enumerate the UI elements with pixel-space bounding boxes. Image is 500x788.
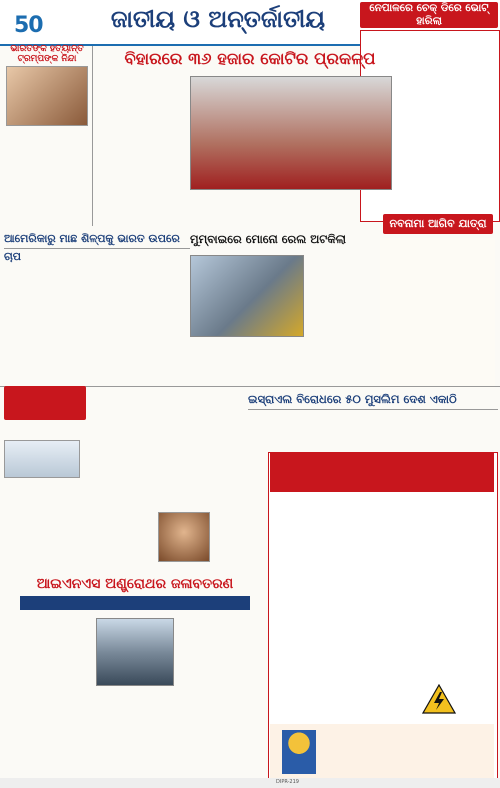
mumbai-body (190, 338, 378, 386)
advert-headline (270, 452, 494, 492)
sudha-murty-photo (158, 512, 210, 562)
chen-headline (86, 430, 246, 456)
ins-body (4, 614, 94, 774)
bihar-photo (190, 76, 392, 190)
anniversary-number: 50 (14, 13, 43, 38)
america-body (4, 252, 188, 382)
left-red-headline (4, 386, 86, 420)
right-top-headline: ନେପାଳରେ ଚେକ୍ ଡିରେ ଭୋଟ୍ ହାରିଲା (360, 2, 498, 28)
column-divider (92, 46, 93, 226)
america-headline: ଆମେରିକାରୁ ମାଛ ଶିଳ୍ପକୁ ଭାରତ ଉପରେ ଚାପ (4, 230, 190, 249)
bottom-bar (0, 778, 500, 788)
air-headline (10, 425, 80, 439)
advert-footer-text (320, 730, 490, 774)
ins-headline: ଆଇଏନଏସ ଅଣ୍ଡ୍ରୋଥର ଜଳାବତରଣ (36, 576, 234, 592)
mumbai-body-side (304, 255, 378, 335)
middle-top-body (88, 390, 164, 428)
dipr-code-left: DIPR-219 (276, 779, 299, 785)
navakama-body (380, 238, 495, 388)
section-title: ଜାତୀୟ ଓ ଅନ୍ତର୍ଜାତୀୟ (110, 5, 326, 33)
trump-photo (6, 66, 88, 126)
airplane-photo (4, 440, 80, 478)
ins-subheadline (20, 596, 250, 610)
islamic-headline: ଇସ୍ରାଏଲ ବିରୋଧରେ ୫୦ ମୁସଲିମ ଦେଶ ଏକାଠି (248, 389, 498, 410)
islamic-body (250, 412, 496, 450)
mumbai-headline: ମୁମ୍ବାଇରେ ମୋନୋ ରେଲ ଅଟକିଲା (190, 232, 346, 246)
chen-body (88, 458, 158, 568)
lightning-icon (422, 684, 456, 714)
advert-list (278, 494, 492, 724)
bihar-body (96, 76, 186, 226)
left-top-headline: ଭାରତଙ୍କ ହତ୍ୟାନ୍ତ ଟ୍ରମ୍ପଙ୍କ ନିନ୍ଦା (10, 44, 84, 64)
bihar-headline: ବିହାରରେ ୩୬ ହଜାର କୋଟିର ପ୍ରକଳ୍ପ (124, 49, 376, 68)
monorail-photo (190, 255, 304, 337)
ins-body-right (174, 614, 266, 774)
sinha-headline (166, 389, 246, 425)
left-top-body (6, 128, 90, 228)
navakama-headline: ନବନାମା ଆଗିବ ଯାତ୍ରା (383, 214, 493, 234)
air-body (4, 478, 84, 568)
ins-ship-photo (96, 618, 174, 686)
worker-illustration (282, 730, 316, 774)
